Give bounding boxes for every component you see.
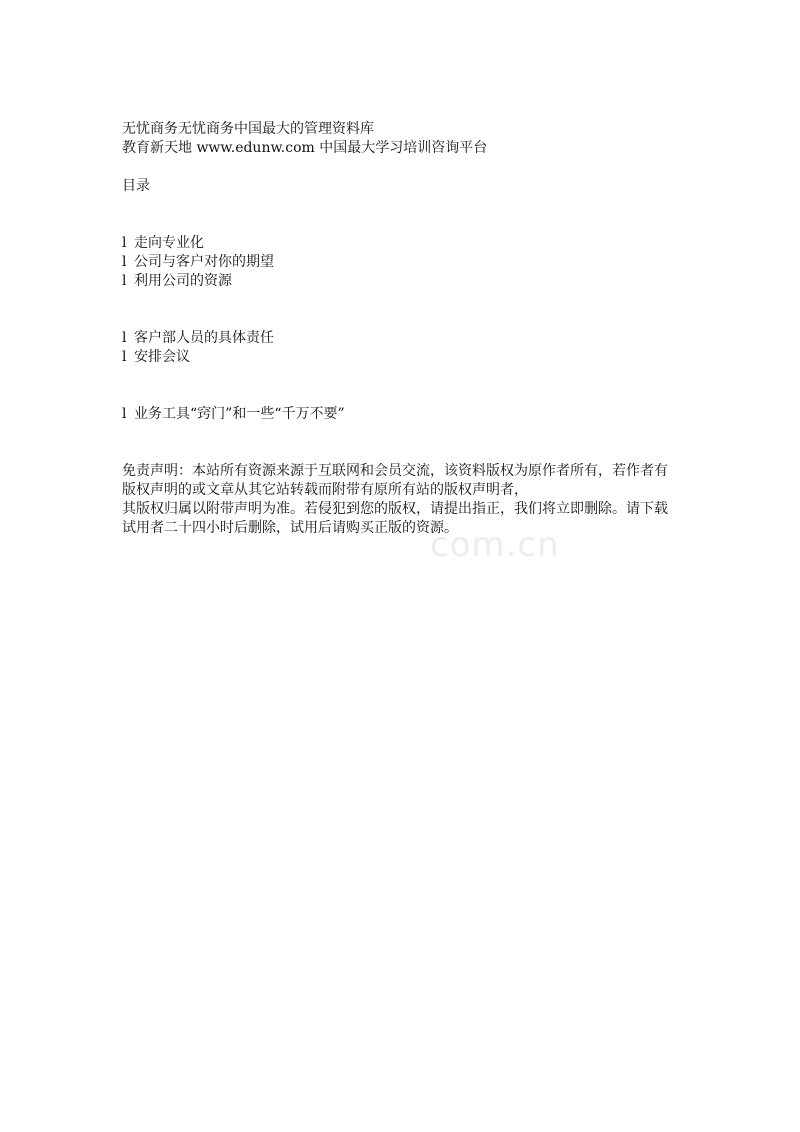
toc-group-1	[122, 234, 692, 291]
disclaimer	[122, 462, 692, 538]
toc-title: 目录	[122, 178, 150, 194]
bullet-marker: l	[122, 235, 127, 251]
header-line-2: 教育新天地 www.edunw.com 中国最大学习培训咨询平台	[122, 140, 488, 156]
disclaimer-line-3: 其版权归属以附带声明为准。若侵犯到您的版权，请提出指正，我们将立即删除。请下载	[122, 501, 668, 517]
toc-group-3	[122, 405, 692, 424]
header-line-1: 无忧商务无忧商务中国最大的管理资料库	[122, 121, 374, 137]
bullet-marker: l	[122, 349, 127, 365]
disclaimer-line-2: 版权声明的或文章从其它站转载而附带有原所有站的版权声明者，	[122, 482, 528, 498]
document-body	[122, 120, 692, 538]
toc-item-label: 利用公司的资源	[134, 273, 232, 289]
toc-item	[122, 272, 692, 291]
watermark: com.cn	[430, 525, 560, 565]
bullet-marker: l	[122, 254, 127, 270]
disclaimer-line-4: 试用者二十四小时后删除，试用后请购买正版的资源。	[122, 520, 458, 536]
toc-item-label: 业务工具“窍门”和一些“千万不要”	[134, 406, 345, 422]
toc-item-label: 公司与客户对你的期望	[134, 254, 274, 270]
toc-item	[122, 405, 692, 424]
bullet-marker: l	[122, 330, 127, 346]
toc-item	[122, 234, 692, 253]
toc-item	[122, 348, 692, 367]
toc-group-2	[122, 329, 692, 367]
toc-item	[122, 329, 692, 348]
disclaimer-line-1: 免责声明：本站所有资源来源于互联网和会员交流，该资料版权为原作者所有，若作者有	[122, 463, 668, 479]
toc-item-label: 安排会议	[134, 349, 190, 365]
bullet-marker: l	[122, 406, 127, 422]
toc-item-label: 走向专业化	[134, 235, 204, 251]
bullet-marker: l	[122, 273, 127, 289]
toc-item	[122, 253, 692, 272]
toc-item-label: 客户部人员的具体责任	[134, 330, 274, 346]
